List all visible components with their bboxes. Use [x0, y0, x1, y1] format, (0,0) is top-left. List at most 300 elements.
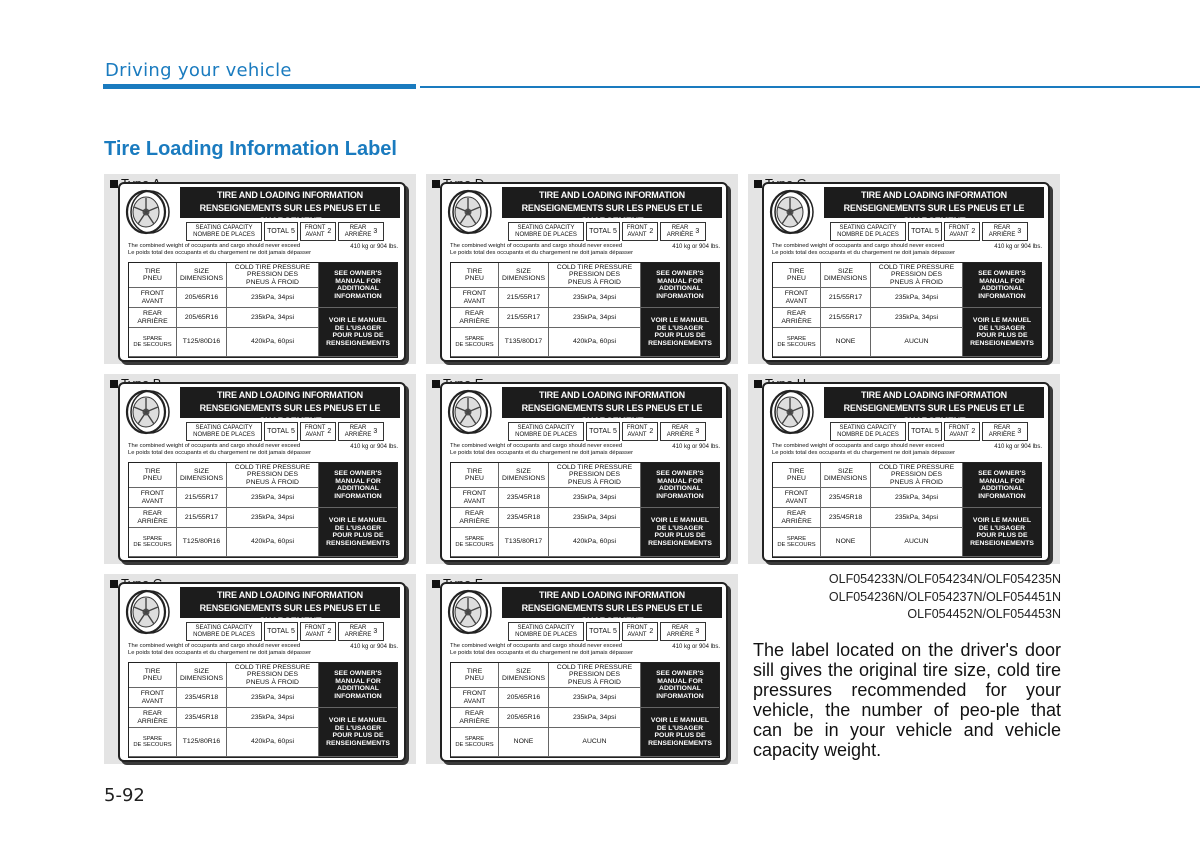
spare-pressure: 420kPa, 60psi [227, 728, 319, 757]
placard-header [502, 387, 722, 426]
front-en: FRONT [140, 290, 165, 297]
page-number: 5-92 [104, 785, 145, 806]
owners-line4: INFORMATION [334, 492, 382, 500]
weight-note-en: The combined weight of occupants and cargo should never exceed [128, 643, 301, 649]
header-rule-thin [420, 86, 1200, 88]
col-pressure-fr1: PRESSION DES [568, 271, 620, 279]
weight-note-en: The combined weight of occupants and cargo should never exceed [772, 443, 945, 449]
col-pressure-en: COLD TIRE PRESSURE [556, 463, 633, 471]
weight-note-en: The combined weight of occupants and cargo should never exceed [450, 443, 623, 449]
rear-fr: ARRIÈRE [459, 317, 490, 325]
rear-size: 215/55R17 [177, 508, 227, 528]
rear-seats-value: 3 [373, 228, 378, 235]
rear-pressure: 235kPa, 34psi [871, 308, 963, 328]
weight-note-fr: Le poids total des occupants et du chargement ne doit jamais dépasser [450, 450, 634, 456]
seating-en: SEATING CAPACITY [517, 624, 575, 631]
front-size: 215/55R17 [177, 488, 227, 508]
front-seats-value: 2 [649, 428, 654, 435]
tire-label-panel [748, 174, 1060, 364]
header-line-en: TIRE AND LOADING INFORMATION [861, 390, 1007, 400]
weight-limit [350, 244, 398, 250]
owners-fr-line3: POUR PLUS DE [976, 532, 1028, 539]
weight-kg-unit: kg or [1005, 244, 1020, 250]
spare-en: SPARE [464, 535, 485, 542]
owners-line1: SEE OWNER'S [656, 470, 704, 477]
rear-seats-fr: ARRIÈRE [666, 631, 694, 638]
col-size-en: SIZE [837, 467, 854, 475]
bullet-square-icon [432, 580, 440, 588]
weight-lb-unit: lbs. [710, 244, 720, 250]
col-size-fr: DIMENSIONS [501, 675, 546, 682]
weight-kg-unit: kg or [1005, 444, 1020, 450]
col-pressure-fr2: PNEUS À FROID [890, 278, 943, 286]
owners-fr-line2: DE L'USAGER [656, 524, 704, 532]
body-paragraph: The label located on the driver's door sill gives the original tire size, cold tire pressures recommended for your vehicle, the number of peo-ple that can be in your vehicle and vehicle capacity weight. [753, 640, 1061, 760]
see-owners-manual [319, 263, 397, 308]
owners-fr-line4: RENSEIGNEMENTS [648, 739, 712, 747]
front-pressure: 235kPa, 34psi [227, 688, 319, 708]
row-label-rear [129, 508, 177, 528]
col-tire-en: TIRE [788, 267, 805, 275]
owners-fr-line4: RENSEIGNEMENTS [326, 739, 390, 747]
spare-pressure: AUCUN [871, 528, 963, 557]
bullet-square-icon [432, 380, 440, 388]
total-value: 5 [291, 628, 295, 635]
tire-label-panel [426, 574, 738, 764]
weight-lb: 904 [376, 644, 387, 650]
owners-fr-line2: DE L'USAGER [978, 324, 1026, 332]
voir-le-manuel [963, 308, 1041, 357]
row-label-spare [451, 728, 499, 757]
spare-fr: DE SECOURS [455, 342, 494, 348]
col-tire-fr: PNEU [465, 675, 484, 682]
spare-fr: DE SECOURS [777, 342, 816, 348]
front-seats-en: FRONT [948, 224, 970, 231]
col-header-pressure [227, 663, 319, 688]
row-label-rear [129, 708, 177, 728]
front-seats [300, 622, 336, 641]
front-size: 215/55R17 [499, 288, 549, 308]
voir-le-manuel [963, 508, 1041, 557]
rear-en: REAR [787, 510, 806, 517]
col-tire-fr: PNEU [465, 475, 484, 482]
front-seats-value: 2 [649, 228, 654, 235]
col-header-size [177, 263, 227, 288]
total-label: TOTAL [589, 428, 611, 435]
seating-capacity-row [186, 222, 386, 241]
total-seats [586, 422, 620, 441]
front-en: FRONT [784, 290, 809, 297]
wheel-icon [768, 188, 816, 236]
rear-seats-value: 3 [695, 228, 700, 235]
total-seats [264, 222, 298, 241]
rear-seats [338, 622, 384, 641]
col-tire-fr: PNEU [143, 675, 162, 682]
wheel-icon [446, 388, 494, 436]
seating-en: SEATING CAPACITY [839, 424, 897, 431]
spare-en: SPARE [142, 335, 163, 342]
front-seats-value: 2 [327, 228, 332, 235]
col-header-size [821, 463, 871, 488]
weight-lb-unit: lbs. [1032, 244, 1042, 250]
weight-limit [350, 444, 398, 450]
weight-note-en: The combined weight of occupants and cargo should never exceed [450, 243, 623, 249]
front-seats-fr: AVANT [627, 431, 647, 438]
spare-fr: DE SECOURS [133, 742, 172, 748]
spare-pressure: 420kPa, 60psi [227, 328, 319, 357]
col-header-tire [129, 263, 177, 288]
rear-seats-value: 3 [1017, 228, 1022, 235]
front-seats-en: FRONT [626, 224, 648, 231]
row-label-spare [129, 728, 177, 757]
voir-le-manuel [319, 508, 397, 557]
seating-en: SEATING CAPACITY [517, 424, 575, 431]
owners-fr-line3: POUR PLUS DE [654, 532, 706, 539]
front-size: 205/65R16 [177, 288, 227, 308]
col-size-fr: DIMENSIONS [501, 475, 546, 482]
header-line-fr: RENSEIGNEMENTS SUR LES PNEUS ET LE CHARGEMENT [521, 203, 703, 226]
owners-fr-line2: DE L'USAGER [978, 524, 1026, 532]
rear-seats-fr: ARRIÈRE [344, 231, 372, 238]
rear-en: REAR [787, 310, 806, 317]
header-line-en: TIRE AND LOADING INFORMATION [539, 390, 685, 400]
owners-line4: INFORMATION [978, 492, 1026, 500]
col-pressure-fr1: PRESSION DES [246, 271, 298, 279]
tire-info-placard [118, 182, 406, 362]
col-header-size [177, 663, 227, 688]
total-value: 5 [291, 428, 295, 435]
spare-fr: DE SECOURS [455, 542, 494, 548]
row-label-spare [773, 528, 821, 557]
front-seats [944, 422, 980, 441]
total-seats [586, 222, 620, 241]
col-pressure-en: COLD TIRE PRESSURE [878, 263, 955, 271]
see-owners-manual [319, 663, 397, 708]
owners-line1: SEE OWNER'S [978, 470, 1026, 477]
weight-note-en: The combined weight of occupants and cargo should never exceed [772, 243, 945, 249]
owners-fr-line1: VOIR LE MANUEL [650, 517, 710, 524]
tire-label-panel [104, 574, 416, 764]
owners-line1: SEE OWNER'S [334, 670, 382, 677]
seating-fr: NOMBRE DE PLACES [193, 431, 255, 438]
row-label-front [773, 288, 821, 308]
image-codes [829, 571, 1061, 624]
spare-pressure: 420kPa, 60psi [549, 528, 641, 557]
see-owners-manual [641, 263, 719, 308]
spare-fr: DE SECOURS [777, 542, 816, 548]
owners-fr-line3: POUR PLUS DE [332, 332, 384, 339]
front-pressure: 235kPa, 34psi [227, 488, 319, 508]
col-tire-en: TIRE [144, 267, 161, 275]
tire-label-panel [748, 374, 1060, 564]
rear-seats-value: 3 [695, 628, 700, 635]
front-en: FRONT [784, 490, 809, 497]
rear-fr: ARRIÈRE [137, 717, 168, 725]
total-label: TOTAL [589, 628, 611, 635]
owners-line2: MANUAL FOR [335, 277, 381, 285]
image-code-line: OLF054452N/OLF054453N [907, 607, 1061, 621]
owners-line2: MANUAL FOR [335, 477, 381, 485]
total-seats [264, 622, 298, 641]
col-pressure-fr1: PRESSION DES [890, 471, 942, 479]
front-seats-en: FRONT [304, 424, 326, 431]
spare-pressure: AUCUN [549, 728, 641, 757]
col-size-fr: DIMENSIONS [823, 475, 868, 482]
owners-fr-line4: RENSEIGNEMENTS [970, 539, 1034, 547]
rear-size: 215/55R17 [821, 308, 871, 328]
tire-table [128, 662, 398, 758]
spare-size: T125/80R16 [177, 728, 227, 757]
col-size-en: SIZE [193, 667, 210, 675]
front-en: FRONT [462, 290, 487, 297]
col-pressure-fr1: PRESSION DES [890, 271, 942, 279]
rear-pressure: 235kPa, 34psi [227, 708, 319, 728]
owners-line3: ADDITIONAL [981, 485, 1023, 492]
rear-fr: ARRIÈRE [781, 317, 812, 325]
owners-line1: SEE OWNER'S [978, 270, 1026, 277]
front-fr: AVANT [141, 497, 164, 505]
header-line-fr: RENSEIGNEMENTS SUR LES PNEUS ET LE CHARGEMENT [521, 403, 703, 426]
front-seats-en: FRONT [304, 624, 326, 631]
col-pressure-fr1: PRESSION DES [568, 471, 620, 479]
rear-pressure: 235kPa, 34psi [549, 308, 641, 328]
rear-size: 205/65R16 [177, 308, 227, 328]
weight-kg: 410 [672, 244, 683, 250]
spare-fr: DE SECOURS [133, 342, 172, 348]
owners-line4: INFORMATION [656, 692, 704, 700]
seating-fr: NOMBRE DE PLACES [515, 231, 577, 238]
header-line-en: TIRE AND LOADING INFORMATION [217, 390, 363, 400]
weight-note-fr: Le poids total des occupants et du chargement ne doit jamais dépasser [450, 250, 634, 256]
row-label-front [129, 688, 177, 708]
col-tire-en: TIRE [466, 667, 483, 675]
total-label: TOTAL [911, 428, 933, 435]
row-label-spare [773, 328, 821, 357]
spare-pressure: 420kPa, 60psi [227, 528, 319, 557]
header-line-en: TIRE AND LOADING INFORMATION [217, 590, 363, 600]
col-pressure-fr2: PNEUS À FROID [568, 678, 621, 686]
weight-limit [350, 644, 398, 650]
seating-capacity-label [186, 222, 262, 241]
col-header-pressure [871, 263, 963, 288]
owners-line3: ADDITIONAL [337, 685, 379, 692]
header-rule-thick [103, 84, 416, 89]
seating-capacity-label [186, 422, 262, 441]
front-seats-value: 2 [327, 628, 332, 635]
header-line-fr: RENSEIGNEMENTS SUR LES PNEUS ET LE CHARGEMENT [843, 403, 1025, 426]
col-header-tire [451, 263, 499, 288]
front-pressure: 235kPa, 34psi [549, 688, 641, 708]
weight-limit [672, 244, 720, 250]
owners-fr-line2: DE L'USAGER [334, 324, 382, 332]
owners-fr-line4: RENSEIGNEMENTS [326, 539, 390, 547]
total-label: TOTAL [267, 228, 289, 235]
spare-size: NONE [821, 528, 871, 557]
tire-info-placard [762, 182, 1050, 362]
owners-fr-line1: VOIR LE MANUEL [650, 717, 710, 724]
tire-label-panel [426, 174, 738, 364]
spare-fr: DE SECOURS [455, 742, 494, 748]
col-pressure-en: COLD TIRE PRESSURE [556, 263, 633, 271]
rear-seats [660, 622, 706, 641]
weight-lb-unit: lbs. [388, 444, 398, 450]
seating-en: SEATING CAPACITY [195, 424, 253, 431]
weight-lb: 904 [376, 244, 387, 250]
front-size: 205/65R16 [499, 688, 549, 708]
tire-table [450, 462, 720, 558]
rear-seats [982, 422, 1028, 441]
front-seats-fr: AVANT [949, 231, 969, 238]
col-pressure-fr1: PRESSION DES [568, 671, 620, 679]
rear-size: 235/45R18 [821, 508, 871, 528]
seating-capacity-label [830, 422, 906, 441]
header-line-fr: RENSEIGNEMENTS SUR LES PNEUS ET LE CHARGEMENT [843, 203, 1025, 226]
row-label-front [129, 488, 177, 508]
seating-capacity-row [830, 422, 1030, 441]
owners-line3: ADDITIONAL [981, 285, 1023, 292]
total-label: TOTAL [267, 428, 289, 435]
rear-seats-en: REAR [671, 424, 689, 431]
seating-en: SEATING CAPACITY [517, 224, 575, 231]
total-value: 5 [935, 428, 939, 435]
wheel-icon [446, 188, 494, 236]
seating-capacity-label [508, 422, 584, 441]
total-seats [264, 422, 298, 441]
weight-note-en: The combined weight of occupants and cargo should never exceed [128, 243, 301, 249]
col-size-fr: DIMENSIONS [823, 275, 868, 282]
section-title: Driving your vehicle [105, 60, 292, 81]
owners-fr-line1: VOIR LE MANUEL [328, 517, 388, 524]
weight-note-fr: Le poids total des occupants et du chargement ne doit jamais dépasser [772, 250, 956, 256]
front-pressure: 235kPa, 34psi [871, 488, 963, 508]
placard-header [824, 387, 1044, 426]
weight-kg: 410 [672, 644, 683, 650]
col-header-pressure [549, 663, 641, 688]
tire-info-placard [440, 382, 728, 562]
owners-fr-line2: DE L'USAGER [656, 724, 704, 732]
bullet-square-icon [110, 380, 118, 388]
weight-kg-unit: kg or [361, 644, 376, 650]
col-tire-en: TIRE [144, 467, 161, 475]
owners-fr-line4: RENSEIGNEMENTS [648, 339, 712, 347]
spare-size: NONE [499, 728, 549, 757]
owners-line3: ADDITIONAL [337, 485, 379, 492]
front-seats-fr: AVANT [305, 631, 325, 638]
weight-lb: 904 [1020, 244, 1031, 250]
front-seats-en: FRONT [304, 224, 326, 231]
owners-fr-line4: RENSEIGNEMENTS [326, 339, 390, 347]
front-seats [622, 622, 658, 641]
owners-line2: MANUAL FOR [657, 277, 703, 285]
row-label-rear [773, 508, 821, 528]
col-tire-en: TIRE [144, 667, 161, 675]
rear-seats [338, 222, 384, 241]
front-pressure: 235kPa, 34psi [871, 288, 963, 308]
seating-capacity-row [508, 622, 708, 641]
row-label-spare [451, 528, 499, 557]
seating-capacity-label [508, 622, 584, 641]
seating-capacity-label [186, 622, 262, 641]
col-size-en: SIZE [515, 267, 532, 275]
tire-info-placard [762, 382, 1050, 562]
col-tire-fr: PNEU [465, 275, 484, 282]
front-seats-fr: AVANT [627, 231, 647, 238]
image-code-line: OLF054236N/OLF054237N/OLF054451N [828, 589, 1061, 604]
front-seats [622, 422, 658, 441]
seating-fr: NOMBRE DE PLACES [515, 631, 577, 638]
rear-seats-en: REAR [993, 224, 1011, 231]
tire-info-placard [118, 582, 406, 762]
weight-limit [994, 244, 1042, 250]
owners-line2: MANUAL FOR [979, 277, 1025, 285]
front-fr: AVANT [785, 497, 808, 505]
seating-fr: NOMBRE DE PLACES [193, 231, 255, 238]
tire-label-panel [104, 374, 416, 564]
owners-line3: ADDITIONAL [659, 485, 701, 492]
rear-seats-fr: ARRIÈRE [344, 431, 372, 438]
wheel-icon [768, 388, 816, 436]
owners-line3: ADDITIONAL [659, 285, 701, 292]
rear-seats-en: REAR [349, 624, 367, 631]
tire-table [772, 262, 1042, 358]
spare-fr: DE SECOURS [133, 542, 172, 548]
voir-le-manuel [641, 708, 719, 757]
front-size: 235/45R18 [821, 488, 871, 508]
header-line-en: TIRE AND LOADING INFORMATION [539, 590, 685, 600]
see-owners-manual [641, 663, 719, 708]
weight-kg: 410 [994, 444, 1005, 450]
row-label-rear [451, 508, 499, 528]
header-line-en: TIRE AND LOADING INFORMATION [861, 190, 1007, 200]
weight-note-en: The combined weight of occupants and cargo should never exceed [450, 643, 623, 649]
col-header-pressure [549, 263, 641, 288]
page-heading: Tire Loading Information Label [104, 138, 397, 160]
row-label-front [451, 688, 499, 708]
voir-le-manuel [319, 308, 397, 357]
tire-table [128, 262, 398, 358]
header-line-fr: RENSEIGNEMENTS SUR LES PNEUS ET LE CHARGEMENT [199, 403, 381, 426]
weight-limit [994, 444, 1042, 450]
bullet-square-icon [754, 180, 762, 188]
rear-en: REAR [143, 510, 162, 517]
front-seats-fr: AVANT [949, 431, 969, 438]
total-seats [908, 222, 942, 241]
owners-line2: MANUAL FOR [657, 477, 703, 485]
row-label-rear [129, 308, 177, 328]
owners-fr-line2: DE L'USAGER [334, 524, 382, 532]
col-size-en: SIZE [515, 667, 532, 675]
bullet-square-icon [432, 180, 440, 188]
owners-line3: ADDITIONAL [659, 685, 701, 692]
owners-fr-line3: POUR PLUS DE [654, 332, 706, 339]
rear-fr: ARRIÈRE [459, 517, 490, 525]
col-header-tire [129, 663, 177, 688]
col-tire-en: TIRE [466, 467, 483, 475]
rear-seats-en: REAR [993, 424, 1011, 431]
owners-line2: MANUAL FOR [657, 677, 703, 685]
owners-fr-line1: VOIR LE MANUEL [328, 317, 388, 324]
weight-note-fr: Le poids total des occupants et du chargement ne doit jamais dépasser [772, 450, 956, 456]
owners-line4: INFORMATION [656, 292, 704, 300]
tire-label-panel [426, 374, 738, 564]
col-size-en: SIZE [193, 467, 210, 475]
header-line-fr: RENSEIGNEMENTS SUR LES PNEUS ET LE CHARGEMENT [199, 603, 381, 626]
seating-en: SEATING CAPACITY [195, 624, 253, 631]
seating-capacity-label [508, 222, 584, 241]
col-size-en: SIZE [193, 267, 210, 275]
front-fr: AVANT [141, 297, 164, 305]
wheel-icon [124, 588, 172, 636]
